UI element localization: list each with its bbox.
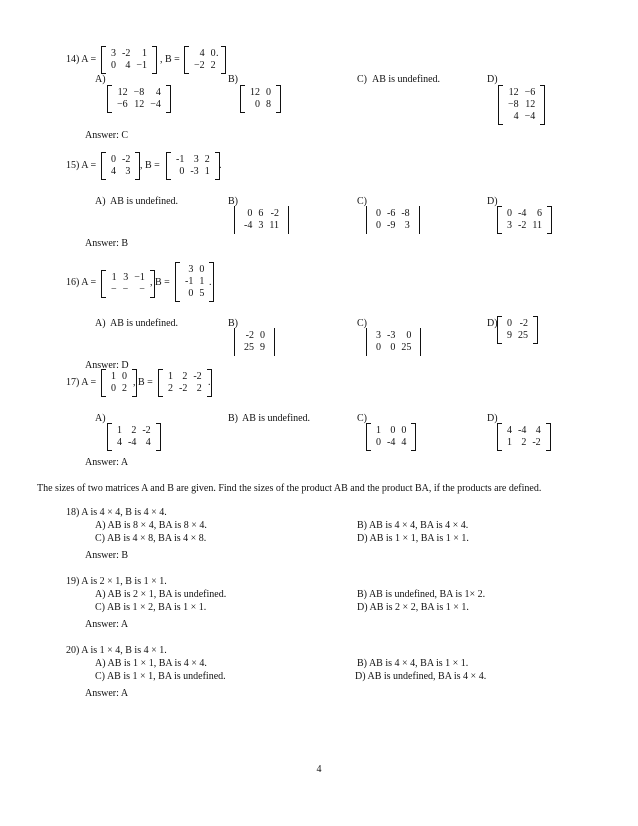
q20-option-c: C) AB is 1 × 1, BA is undefined. (95, 671, 226, 682)
matrix-entry: 0 (376, 208, 381, 219)
q16-matrix-b-row (182, 264, 207, 276)
matrix-entry: 1 (199, 276, 205, 287)
q15-b-label: , B = (140, 160, 160, 171)
q16-option-a: AB is undefined. (110, 318, 179, 329)
matrix-entry: 3 (125, 166, 131, 177)
matrix-entry: 0 (406, 330, 412, 341)
matrix-entry: -2 (245, 330, 254, 341)
matrix-entry: 0 (376, 342, 381, 353)
matrix-entry: -8 (401, 208, 410, 219)
q14-matrix-a-right-bracket (152, 46, 157, 74)
q15-option-b-right-bracket (284, 206, 289, 234)
matrix-entry: 0 (390, 425, 396, 436)
q16-end: . (209, 277, 212, 288)
q15-label-d: D) (487, 196, 498, 207)
q14-option-a-left-bracket (107, 85, 112, 113)
matrix-entry: 4 (507, 425, 512, 436)
q15-matrix-a-row (108, 166, 133, 178)
matrix-entry: -3 (387, 330, 396, 341)
q19-stem: 19) A is 2 × 1, B is 1 × 1. (66, 576, 167, 587)
matrix-entry: 2 (168, 383, 173, 394)
matrix-entry: 25 (244, 342, 254, 353)
matrix-entry: 1 (111, 371, 116, 382)
matrix-entry: 2 (131, 425, 137, 436)
q14-label-b: B) (228, 74, 238, 85)
matrix-entry: -2 (519, 318, 528, 329)
matrix-entry: 25 (518, 330, 528, 341)
q16-option-b-left-bracket (234, 328, 239, 356)
q16-option-d-left-bracket (497, 316, 502, 344)
matrix-entry: -9 (387, 220, 396, 231)
q16-option-c-row (373, 342, 414, 354)
matrix-entry: 1 (168, 371, 173, 382)
matrix-entry: 0 (210, 48, 216, 59)
q16-label-d: D) (487, 318, 498, 329)
matrix-entry: -3 (190, 166, 199, 177)
q15-option-c-left-bracket (366, 206, 371, 234)
q14-option-a-row (114, 99, 164, 111)
q14-end: . (216, 48, 219, 59)
q14-option-a (107, 85, 171, 113)
matrix-entry: -4 (518, 208, 527, 219)
matrix-entry: 0 (255, 99, 260, 110)
q16-option-c-left-bracket (366, 328, 371, 356)
q20-option-b: B) AB is 4 × 4, BA is 1 × 1. (357, 658, 469, 669)
q16-matrix-a-row (108, 272, 148, 284)
q19-option-a: A) AB is 2 × 1, BA is undefined. (95, 589, 227, 600)
matrix-entry: -2 (122, 48, 131, 59)
q16-option-b-right-bracket (270, 328, 275, 356)
q16-b-label: , B = (150, 277, 170, 288)
matrix-entry: 2 (521, 437, 527, 448)
matrix-entry: 2 (210, 60, 216, 71)
matrix-entry: -2 (122, 154, 131, 165)
matrix-entry: 4 (111, 166, 116, 177)
q15-option-b-left-bracket (234, 206, 239, 234)
q17-option-c (366, 423, 416, 451)
q16-label-a: A) (95, 318, 106, 329)
matrix-entry: 12 (250, 87, 260, 98)
q14-matrix-b-row (191, 60, 219, 72)
matrix-entry: −1 (134, 272, 145, 283)
q14-matrix-a (101, 46, 157, 74)
matrix-entry: 6 (536, 208, 542, 219)
matrix-entry: 0 (401, 425, 407, 436)
q20-option-d: D) AB is undefined, BA is 4 × 4. (355, 671, 487, 682)
matrix-entry: 4 (117, 437, 122, 448)
matrix-entry: −6 (524, 87, 536, 98)
q17-option-c-row (373, 425, 409, 437)
q15-option-b-row (241, 220, 282, 232)
q18-option-a: A) AB is 8 × 4, BA is 8 × 4. (95, 520, 207, 531)
q15-lead: 15) A = (66, 160, 97, 171)
matrix-entry: 12 (117, 87, 128, 98)
q15-matrix-b-left-bracket (166, 152, 171, 180)
q17-matrix-a-left-bracket (101, 369, 106, 397)
q16-option-c-row (373, 330, 414, 342)
q14-option-d-row (505, 87, 538, 99)
matrix-entry: 1 (376, 425, 381, 436)
q17-option-c-row (373, 437, 409, 449)
q15-option-b (234, 206, 289, 234)
q17-option-a-left-bracket (107, 423, 112, 451)
q14-b-label: , B = (160, 54, 180, 65)
matrix-entry: 0 (376, 437, 381, 448)
matrix-entry: 3 (507, 220, 512, 231)
q17-option-a-right-bracket (156, 423, 161, 451)
q18-answer: Answer: B (85, 550, 129, 561)
matrix-entry: -1 (176, 154, 185, 165)
matrix-entry: 0 (188, 288, 194, 299)
q14-matrix-a-row (108, 48, 150, 60)
q16-label-b: B) (228, 318, 238, 329)
matrix-entry: 1 (204, 166, 210, 177)
matrix-entry: -1 (185, 276, 194, 287)
matrix-entry: 1 (507, 437, 512, 448)
q17-matrix-b-row (165, 383, 205, 395)
q17-answer: Answer: A (85, 457, 129, 468)
q16-matrix-a-left-bracket (101, 270, 106, 298)
q14-option-c: AB is undefined. (372, 74, 441, 85)
matrix-entry: 4 (125, 60, 131, 71)
q16-option-d-row (504, 330, 531, 342)
matrix-entry: 4 (145, 437, 151, 448)
q16-option-c (366, 328, 421, 356)
matrix-entry: 9 (260, 342, 265, 353)
q15-option-b-row (241, 208, 282, 220)
matrix-entry: 0 (111, 154, 116, 165)
q15-option-d-right-bracket (547, 206, 552, 234)
q15-option-d-row (504, 208, 545, 220)
q14-matrix-b-left-bracket (184, 46, 189, 74)
q15-matrix-a-row (108, 154, 133, 166)
q17-b-label: , B = (133, 377, 153, 388)
matrix-entry: 3 (111, 48, 116, 59)
q17-label-d: D) (487, 413, 498, 424)
matrix-entry: 3 (376, 330, 381, 341)
q15-end: . (219, 160, 222, 171)
matrix-entry: 0 (111, 60, 116, 71)
matrix-entry: 0 (376, 220, 381, 231)
q14-option-a-row (114, 87, 164, 99)
q17-end: . (208, 377, 211, 388)
matrix-entry: −6 (117, 99, 128, 110)
q18-option-d: D) AB is 1 × 1, BA is 1 × 1. (357, 533, 469, 544)
matrix-entry: -6 (387, 208, 396, 219)
matrix-entry: -2 (532, 437, 541, 448)
matrix-entry: 3 (258, 220, 264, 231)
matrix-entry: −1 (136, 60, 147, 71)
q19-option-c: C) AB is 1 × 2, BA is 1 × 1. (95, 602, 207, 613)
matrix-entry: 4 (401, 437, 407, 448)
matrix-entry: -4 (387, 437, 396, 448)
q15-option-d-row (504, 220, 545, 232)
q16-option-b-row (241, 330, 268, 342)
q17-matrix-b-row (165, 371, 205, 383)
q16-option-d-right-bracket (533, 316, 538, 344)
matrix-entry: − (122, 284, 129, 295)
matrix-entry: − (111, 284, 117, 295)
q17-option-d-right-bracket (546, 423, 551, 451)
q17-matrix-b-left-bracket (158, 369, 163, 397)
matrix-entry: -2 (179, 383, 188, 394)
q17-label-c: C) (357, 413, 367, 424)
q17-option-d-left-bracket (497, 423, 502, 451)
q18-option-c: C) AB is 4 × 8, BA is 4 × 8. (95, 533, 207, 544)
q16-option-c-right-bracket (416, 328, 421, 356)
q15-option-d (497, 206, 552, 234)
matrix-entry: 6 (258, 208, 264, 219)
q14-lead: 14) A = (66, 54, 97, 65)
matrix-entry: 2 (204, 154, 210, 165)
matrix-entry: -4 (244, 220, 253, 231)
q15-label-c: C) (357, 196, 367, 207)
q14-option-b-row (247, 87, 274, 99)
q17-option-a (107, 423, 161, 451)
matrix-entry: 0 (390, 342, 396, 353)
q14-matrix-a-left-bracket (101, 46, 106, 74)
q17-option-d (497, 423, 551, 451)
q17-option-d-row (504, 425, 544, 437)
matrix-entry: 5 (199, 288, 205, 299)
matrix-entry: 3 (193, 154, 199, 165)
q14-option-d-left-bracket (498, 85, 503, 125)
q19-option-b: B) AB is undefined, BA is 1× 2. (357, 589, 486, 600)
q18-stem: 18) A is 4 × 4, B is 4 × 4. (66, 507, 167, 518)
matrix-entry: 25 (401, 342, 412, 353)
q17-option-a-row (114, 437, 154, 449)
matrix-entry: 3 (404, 220, 410, 231)
q15-matrix-b-row (173, 166, 213, 178)
matrix-entry: 0 (111, 383, 116, 394)
matrix-entry: 3 (188, 264, 194, 275)
matrix-entry: -2 (142, 425, 151, 436)
q14-option-d-row (505, 111, 538, 123)
matrix-entry: -2 (518, 220, 527, 231)
q15-option-c-row (373, 208, 413, 220)
matrix-entry: -2 (193, 371, 202, 382)
q15-option-c (366, 206, 420, 234)
matrix-entry: 4 (513, 111, 519, 122)
q15-option-c-right-bracket (415, 206, 420, 234)
matrix-entry: 4 (199, 48, 205, 59)
matrix-entry: 2 (182, 371, 188, 382)
q19-option-d: D) AB is 2 × 2, BA is 1 × 1. (357, 602, 469, 613)
matrix-entry: 4 (155, 87, 161, 98)
q17-option-d-row (504, 437, 544, 449)
matrix-entry: 0 (507, 208, 512, 219)
q14-matrix-b-row (191, 48, 219, 60)
q17-option-c-left-bracket (366, 423, 371, 451)
matrix-entry: 12 (508, 87, 519, 98)
q17-matrix-b (158, 369, 212, 397)
q16-option-b (234, 328, 275, 356)
q16-matrix-a (101, 270, 155, 298)
matrix-entry: 1 (141, 48, 147, 59)
q16-option-b-row (241, 342, 268, 354)
q19-answer: Answer: A (85, 619, 129, 630)
q16-matrix-a-row (108, 284, 148, 296)
q14-label-d: D) (487, 74, 498, 85)
q14-answer: Answer: C (85, 130, 129, 141)
q15-matrix-a-left-bracket (101, 152, 106, 180)
q15-answer: Answer: B (85, 238, 129, 249)
q16-lead: 16) A = (66, 277, 97, 288)
matrix-entry: −4 (524, 111, 536, 122)
q16-matrix-b-row (182, 288, 207, 300)
q16-answer: Answer: D (85, 360, 129, 371)
matrix-entry: −8 (133, 87, 145, 98)
q14-option-a-right-bracket (166, 85, 171, 113)
q20-answer: Answer: A (85, 688, 129, 699)
q20-stem: 20) A is 1 × 4, B is 4 × 1. (66, 645, 167, 656)
q14-option-b-row (247, 99, 274, 111)
matrix-entry: 0 (260, 330, 265, 341)
q15-label-b: B) (228, 196, 238, 207)
matrix-entry: 0 (266, 87, 271, 98)
matrix-entry: -4 (128, 437, 137, 448)
q14-option-d-right-bracket (540, 85, 545, 125)
q14-label-a: A) (95, 74, 106, 85)
q15-matrix-b-row (173, 154, 213, 166)
q16-option-d-row (504, 318, 531, 330)
matrix-entry: 11 (269, 220, 279, 231)
matrix-entry: −8 (508, 99, 519, 110)
q16-matrix-b-left-bracket (175, 262, 180, 302)
matrix-entry: 0 (122, 371, 127, 382)
matrix-entry: 12 (525, 99, 536, 110)
q16-label-c: C) (357, 318, 367, 329)
q18-option-b: B) AB is 4 × 4, BA is 4 × 4. (357, 520, 469, 531)
q15-label-a: A) (95, 196, 106, 207)
matrix-entry: 0 (179, 166, 185, 177)
matrix-entry: − (139, 284, 145, 295)
q14-option-b-left-bracket (240, 85, 245, 113)
matrix-entry: -4 (518, 425, 527, 436)
matrix-entry: −2 (194, 60, 205, 71)
q17-matrix-a (101, 369, 137, 397)
matrix-entry: 3 (123, 272, 129, 283)
matrix-entry: 9 (507, 330, 512, 341)
q17-label-a: A) (95, 413, 106, 424)
matrix-entry: 8 (266, 99, 271, 110)
q14-option-b (240, 85, 281, 113)
matrix-entry: 12 (134, 99, 145, 110)
matrix-entry: 2 (122, 383, 127, 394)
q15-option-d-left-bracket (497, 206, 502, 234)
q17-label-b: B) (228, 413, 238, 424)
matrix-entry: 1 (111, 272, 117, 283)
matrix-entry: 4 (535, 425, 541, 436)
matrix-entry: 1 (117, 425, 122, 436)
q14-matrix-a-row (108, 60, 150, 72)
q20-option-a: A) AB is 1 × 1, BA is 4 × 4. (95, 658, 207, 669)
q17-option-c-right-bracket (411, 423, 416, 451)
q15-matrix-a (101, 152, 140, 180)
q17-option-b: AB is undefined. (242, 413, 311, 424)
q15-option-c-row (373, 220, 413, 232)
q17-lead: 17) A = (66, 377, 97, 388)
q16-option-d (497, 316, 538, 344)
matrix-entry: 0 (507, 318, 512, 329)
q14-label-c: C) (357, 74, 367, 85)
matrix-entry: 2 (196, 383, 202, 394)
q14-option-d-row (505, 99, 538, 111)
q17-option-a-row (114, 425, 154, 437)
matrix-entry: 0 (247, 208, 253, 219)
q14-option-b-right-bracket (276, 85, 281, 113)
section-instructions: The sizes of two matrices A and B are given. Find the sizes of the product AB and the product BA, if the products are defined. (37, 483, 542, 494)
matrix-entry: 11 (532, 220, 542, 231)
q16-matrix-b-row (182, 276, 207, 288)
q17-matrix-a-row (108, 371, 130, 383)
matrix-entry: 0 (199, 264, 205, 275)
q14-matrix-b-right-bracket (221, 46, 226, 74)
matrix-entry: −4 (150, 99, 161, 110)
q14-matrix-b (184, 46, 226, 74)
q15-option-a: AB is undefined. (110, 196, 179, 207)
page-number: 4 (316, 764, 322, 775)
q14-option-d (498, 85, 545, 125)
q17-matrix-a-row (108, 383, 130, 395)
matrix-entry: -2 (270, 208, 279, 219)
q15-matrix-b (166, 152, 220, 180)
